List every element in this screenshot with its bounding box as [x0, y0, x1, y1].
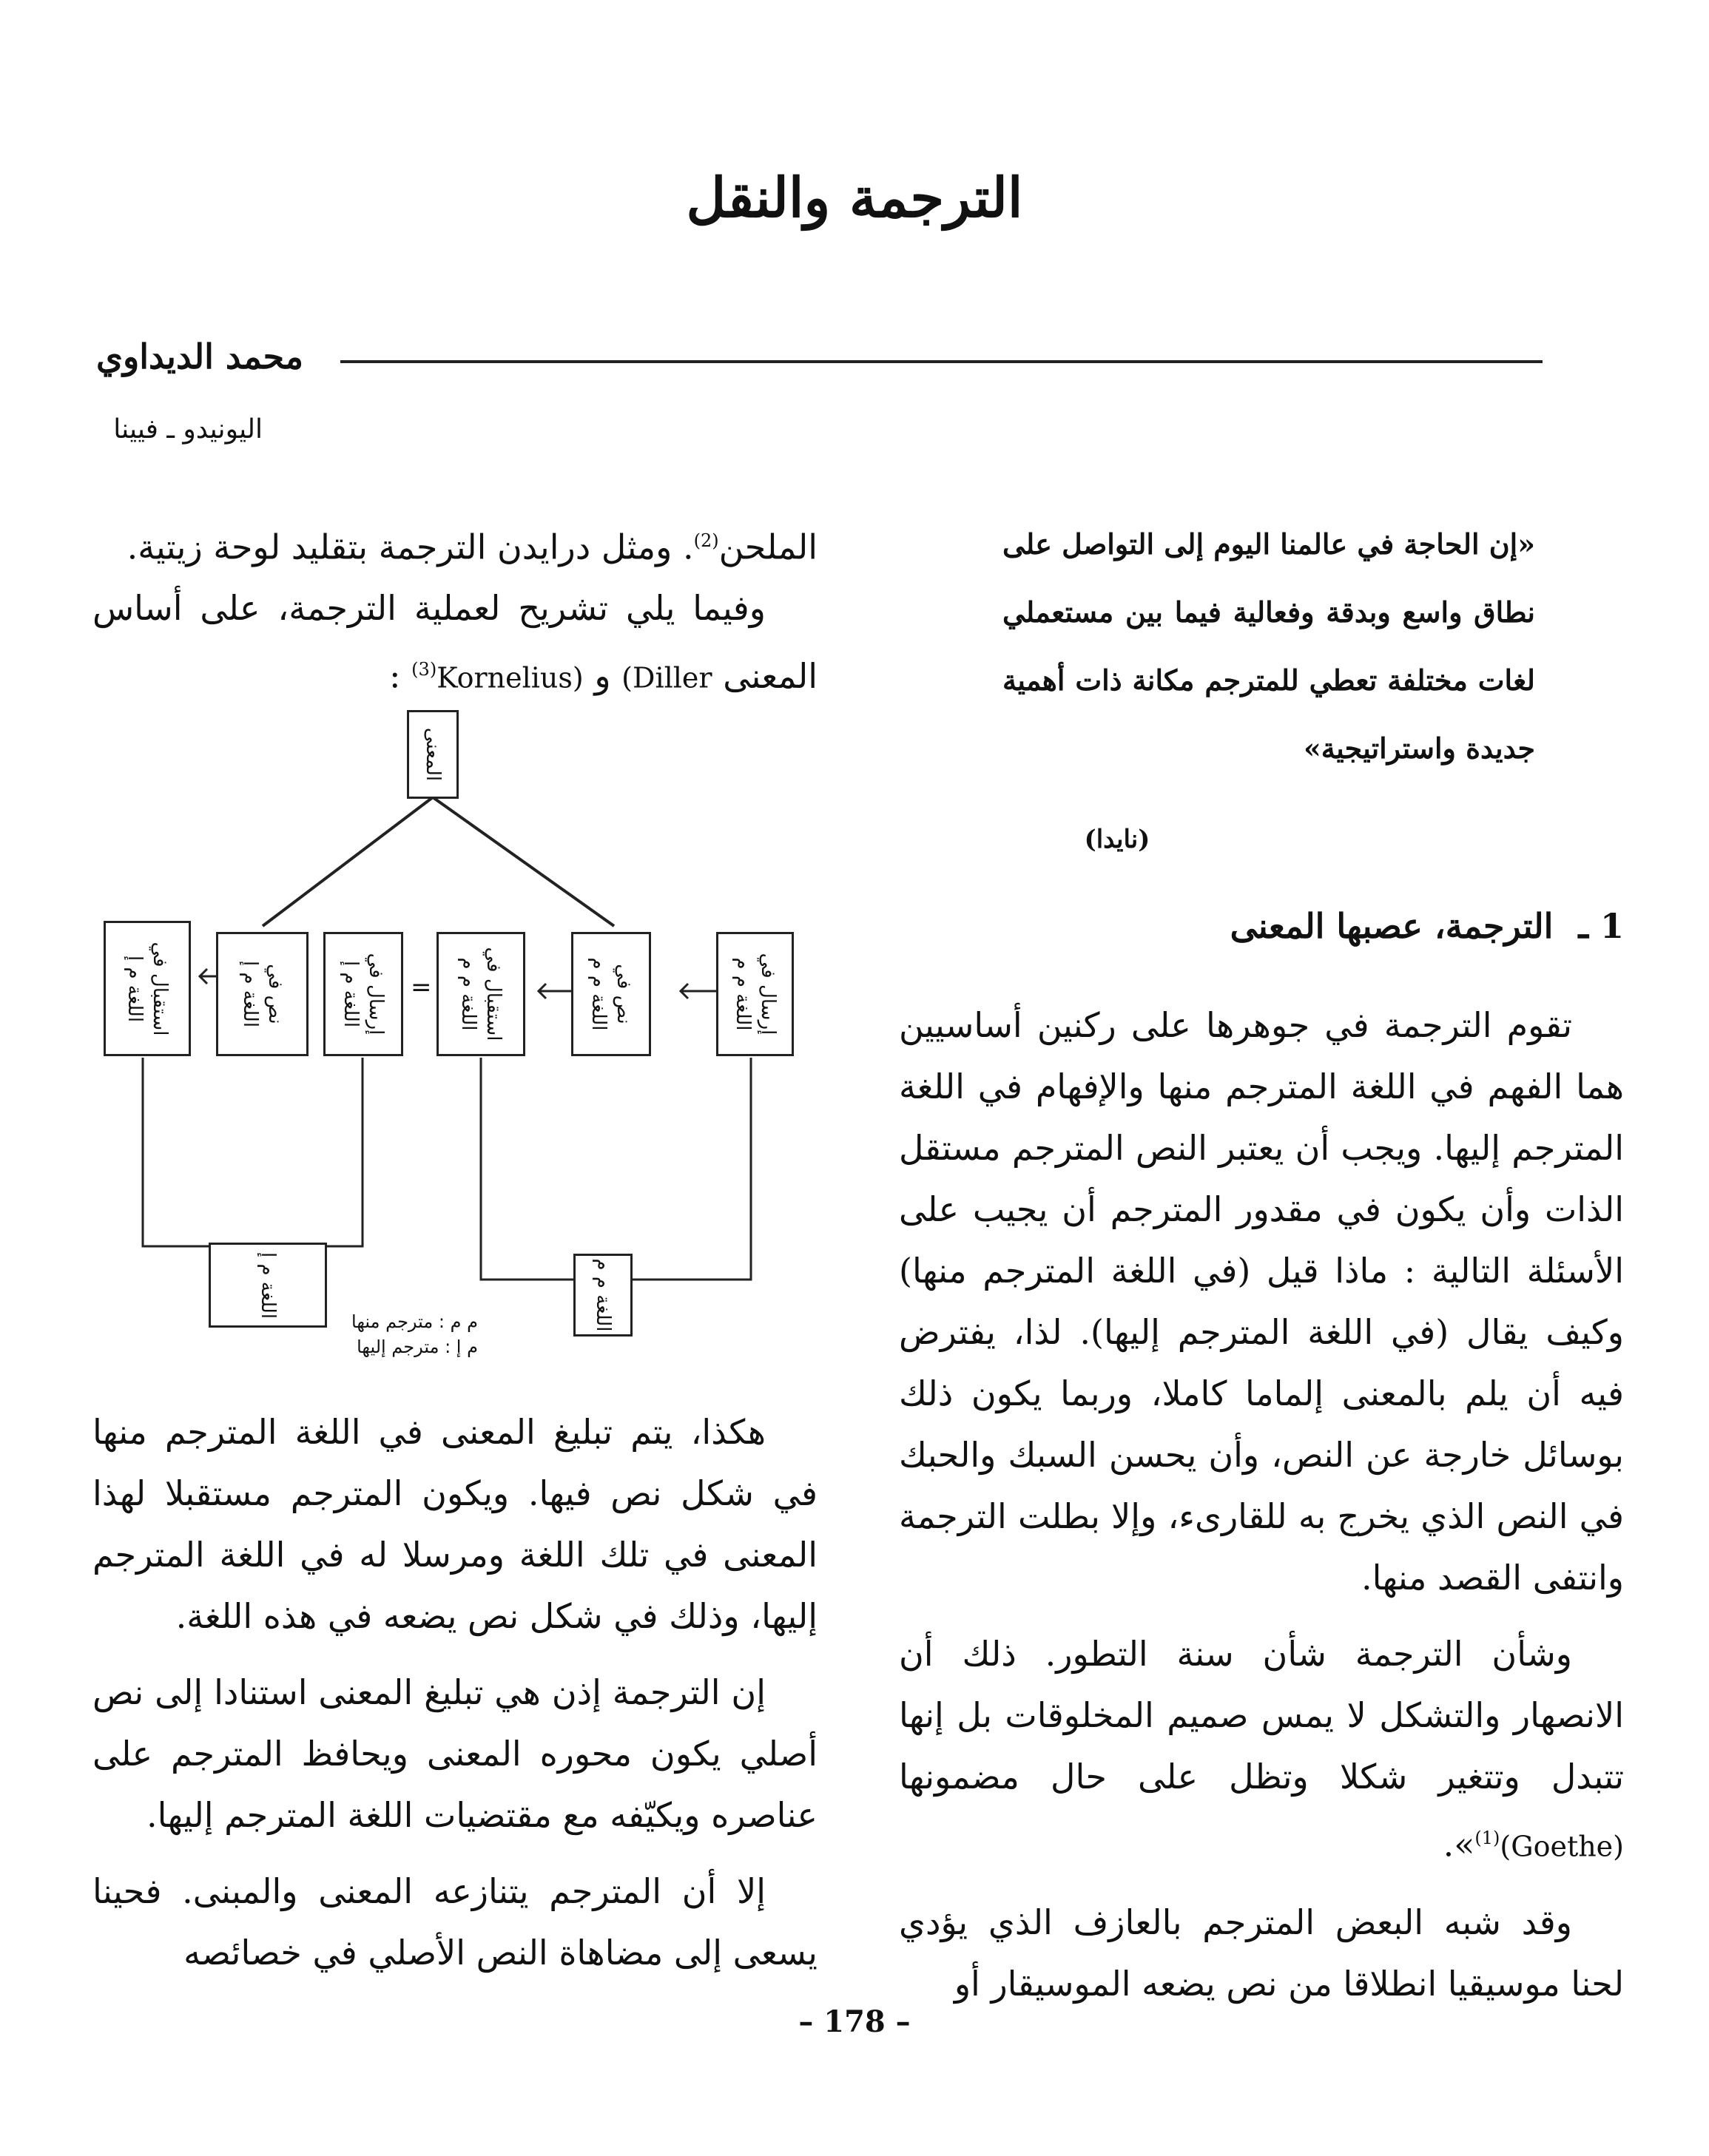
- meaning-box: [407, 710, 459, 799]
- section-number: 1 ـ: [1578, 906, 1624, 946]
- box2-line2: اللغة م م: [587, 957, 610, 1031]
- equals-sign: =: [411, 973, 432, 1002]
- box5-line2: اللغة م إ: [238, 960, 261, 1028]
- left-paragraph-1: [92, 510, 818, 709]
- box1-line2: اللغة م م: [731, 957, 754, 1031]
- box5-line1: نص في: [263, 964, 286, 1024]
- left-p1-and: و: [594, 655, 611, 696]
- legend-source: م م : مترجم منها: [351, 1311, 478, 1332]
- left-p1-colon: :: [389, 655, 401, 696]
- diller-citation: (Diller: [621, 661, 712, 695]
- right-column: [899, 995, 1624, 2015]
- box6-line1: استقبال في: [149, 941, 171, 1036]
- box-source-language: [573, 1254, 633, 1336]
- footnote-ref-2: (2): [693, 530, 719, 551]
- box3-line2: اللغة م م: [457, 957, 479, 1031]
- author-affiliation: اليونيدو ـ فيينا: [113, 414, 263, 445]
- right-paragraph-3: وقد شبه البعض المترجم بالعازف الذي يؤدي لحنا موسيقيا انطلاقا من نص يضعه الموسيقار أو: [899, 1902, 1624, 2004]
- box-target-language: [209, 1243, 327, 1328]
- box-target-text: [216, 932, 309, 1056]
- right-paragraph-1: تقوم الترجمة في جوهرها على ركنين أساسيين هما الفهم في اللغة المترجم منها والإفهام في اللغة المترجم إليها. ويجب أن يعتبر النص المترجم مستقل الذات وأن يكون في مقدور المترجم أن يجيب على الأسئلة التالية : ماذا قيل (في اللغة المترجم منها) وكيف يقال (في اللغة المترجم إليها). لذا، يفترض فيه أن يلم بالمعنى إلماما كاملا، وربما يكون ذلك بوسائل خارجة عن النص، وأن يحسن السبك والحبك في النص الذي يخرج به للقارىء، وإلا بطلت الترجمة وانتفى القصد منها.: [899, 1005, 1624, 1598]
- translation-process-diagram: [96, 695, 806, 1361]
- box4-line1: إرسال في: [365, 953, 387, 1035]
- box2-line1: نص في: [613, 964, 635, 1024]
- left-paragraph-3: إن الترجمة إذن هي تبليغ المعنى استنادا إلى نص أصلي يكون محوره المعنى ويحافظ المترجم على عناصره ويكيّفه مع مقتضيات اللغة المترجم إليها.: [92, 1672, 818, 1835]
- box1-line1: إرسال في: [756, 953, 779, 1035]
- diagram-legend: [351, 1309, 478, 1359]
- left-column-top: [92, 510, 818, 709]
- epigraph-source: (نايدا): [1084, 825, 1150, 854]
- connector-source-receive: [481, 1058, 573, 1280]
- box-source-send: [716, 932, 794, 1056]
- left-p1-c: وفيما يلي تشريح لعملية الترجمة، على أساس المعنى: [92, 588, 818, 696]
- left-p1-b: . ومثل درايدن الترجمة بتقليد لوحة زيتية.: [127, 527, 694, 567]
- box-source-text: [571, 932, 651, 1056]
- right-paragraph-2-text: وشأن الترجمة شأن سنة التطور. ذلك أن الانصهار والتشكل لا يمس صميم المخلوقات بل إنها تتبدل وتتغير شكلا وتظل على حال مضمونها: [899, 1634, 1624, 1797]
- connector-target-send: [326, 1058, 363, 1246]
- left-paragraph-4: إلا أن المترجم يتنازعه المعنى والمبنى. فحينا يسعى إلى مضاهاة النص الأصلي في خصائصه: [92, 1871, 818, 1973]
- article-title: الترجمة والنقل: [686, 166, 1023, 230]
- box3-line1: استقبال في: [482, 947, 505, 1041]
- box-source-receive: [436, 932, 525, 1056]
- meaning-label: المعنى: [422, 727, 444, 782]
- right-paragraph-2: [899, 1623, 1624, 1877]
- box-target-send: [323, 932, 403, 1056]
- connector-target-receive: [143, 1058, 209, 1246]
- diagram-line-right: [433, 797, 614, 926]
- page-number: – 178 –: [798, 2004, 911, 2039]
- left-paragraph-2: هكذا، يتم تبليغ المعنى في اللغة المترجم منها في شكل نص فيها. ويكون المترجم مستقبلا لهذا المعنى في تلك اللغة ومرسلا له في اللغة المترجم إليها، وذلك في شكل نص يضعه في هذه اللغة.: [92, 1412, 818, 1636]
- box4-line2: اللغة م إ: [340, 960, 362, 1028]
- box-target-receive: [104, 921, 191, 1056]
- source-language-label: اللغة م م: [592, 1258, 614, 1332]
- epigraph-quote: «إن الحاجة في عالمنا اليوم إلى التواصل على نطاق واسع وبدقة وفعالية فيما بين مستعملي لغات مختلفة تعطي للمترجم مكانة ذات أهمية جديدة واستراتيجية»: [1002, 527, 1535, 765]
- connector-source-send: [629, 1058, 751, 1280]
- goethe-citation: (Goethe): [1500, 1830, 1624, 1863]
- footnote-ref-3: (3): [411, 659, 437, 680]
- author-name: محمد الديداوي: [96, 337, 303, 376]
- footnote-ref-1: (1): [1474, 1828, 1500, 1848]
- box6-line2: اللغة م إ: [124, 955, 146, 1022]
- author-rule: [340, 360, 1543, 363]
- section-heading: [1106, 906, 1624, 946]
- left-column-bottom: [92, 1402, 818, 1984]
- diagram-line-left: [263, 797, 433, 926]
- left-p1-a: الملحن: [718, 527, 818, 567]
- section-title: الترجمة، عصبها المعنى: [1230, 906, 1554, 946]
- legend-target: م إ : مترجم إليها: [357, 1336, 478, 1357]
- quote-close: ».: [1443, 1824, 1475, 1865]
- target-language-label: اللغة م إ: [257, 1251, 279, 1319]
- kornelius-citation: Kornelius): [436, 661, 584, 695]
